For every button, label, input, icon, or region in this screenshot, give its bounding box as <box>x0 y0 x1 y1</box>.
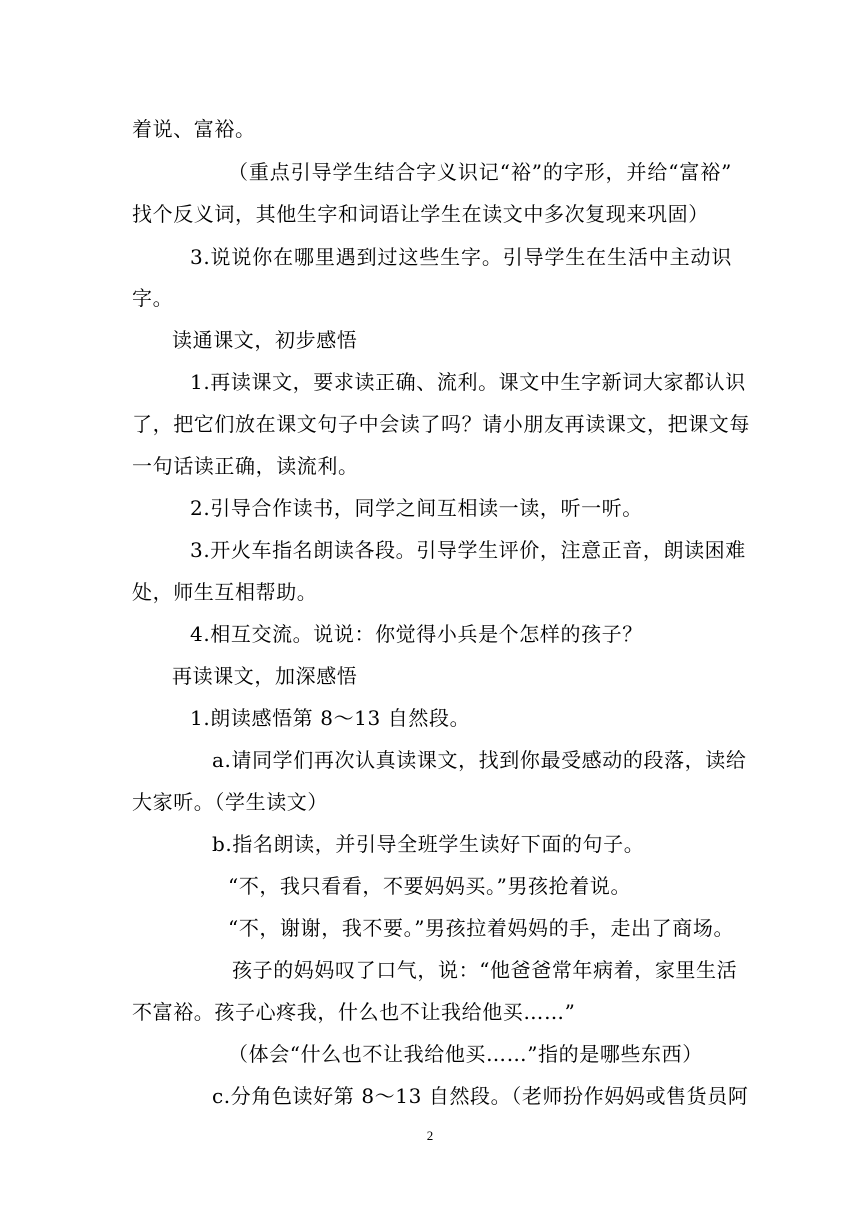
quote-line: “不，谢谢，我不要。”男孩拉着妈妈的手，走出了商场。 <box>228 916 735 940</box>
text-line: c.分角色读好第 8～13 自然段。（老师扮作妈妈或售货员阿 <box>212 1084 749 1108</box>
text-line: 处，师生互相帮助。 <box>132 580 318 604</box>
quote-line: 孩子的妈妈叹了口气，说：“他爸爸常年病着，家里生活 <box>232 958 738 982</box>
text-line: 大家听。（学生读文） <box>132 790 328 814</box>
text-line: 4.相互交流。说说：你觉得小兵是个怎样的孩子？ <box>190 622 643 646</box>
section-heading: 再读课文，加深感悟 <box>172 664 358 688</box>
page-number: 2 <box>426 1128 434 1143</box>
text-line: 1.再读课文，要求读正确、流利。课文中生字新词大家都认识 <box>190 370 746 394</box>
text-line: 1.朗读感悟第 8～13 自然段。 <box>190 706 471 730</box>
section-heading: 读通课文，初步感悟 <box>172 328 358 352</box>
text-line: 2.引导合作读书，同学之间互相读一读，听一听。 <box>190 496 643 520</box>
quote-line: 不富裕。孩子心疼我，什么也不让我给他买……” <box>132 1000 576 1024</box>
text-line: b.指名朗读，并引导全班学生读好下面的句子。 <box>212 832 645 856</box>
text-line: 着说、富裕。 <box>132 117 256 141</box>
text-line: 3.开火车指名朗读各段。引导学生评价，注意正音，朗读困难 <box>190 538 746 562</box>
text-line: （重点引导学生结合字义识记“裕”的字形，并给“富裕” <box>228 160 732 184</box>
quote-line: “不，我只看看，不要妈妈买。”男孩抢着说。 <box>228 874 632 898</box>
text-line: a.请同学们再次认真读课文，找到你最受感动的段落，读给 <box>212 748 747 772</box>
text-line: 3.说说你在哪里遇到过这些生字。引导学生在生活中主动识 <box>190 245 732 269</box>
text-line: （体会“什么也不让我给他买……”指的是哪些东西） <box>228 1042 703 1066</box>
text-line: 字。 <box>132 286 174 310</box>
text-line: 了，把它们放在课文句子中会读了吗？请小朋友再读课文，把课文每 <box>132 412 750 436</box>
text-line: 一句话读正确，读流利。 <box>132 454 359 478</box>
text-line: 找个反义词，其他生字和词语让学生在读文中多次复现来巩固） <box>132 202 709 226</box>
